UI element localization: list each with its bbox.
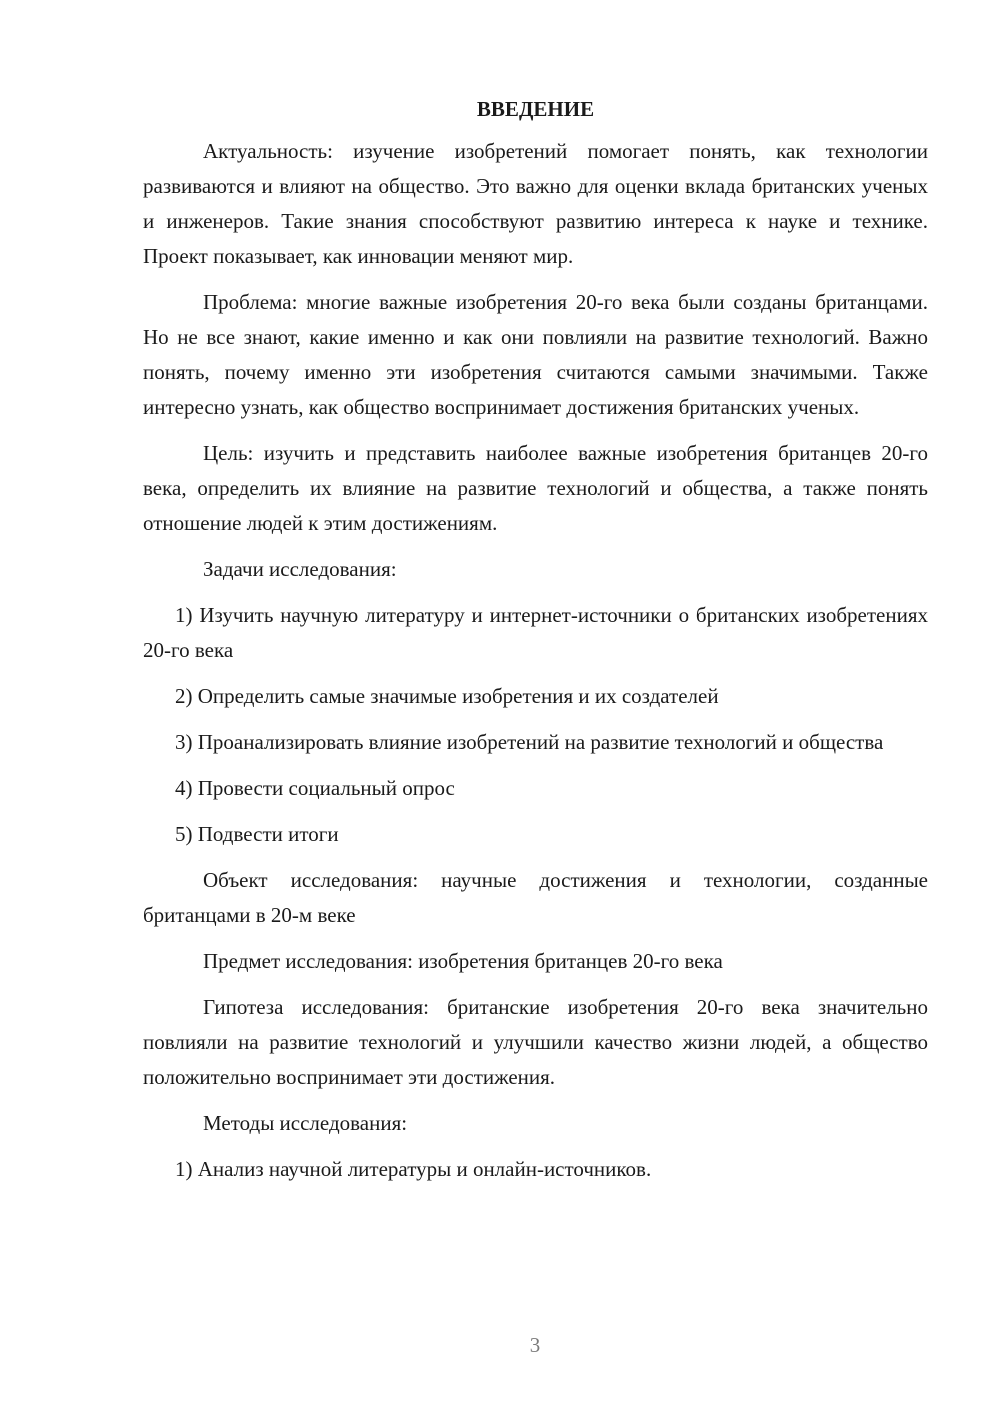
hypothesis-paragraph: Гипотеза исследования: британские изобретения 20-го века значительно повлияли на развитие технологий и улучшили качество жизни людей, а общество положительно воспринимает эти достижения. — [143, 995, 928, 1089]
problem-paragraph: Проблема: многие важные изобретения 20-го века были созданы британцами. Но не все знают, какие именно и как они повлияли на развитие технологий. Важно понять, почему именно эти изобретения считаются самыми значимыми. Также интересно узнать, как общество воспринимает достижения британских ученых. — [143, 290, 928, 419]
page-number: 3 — [529, 1333, 541, 1357]
task-item-3: 3) Проанализировать влияние изобретений на развитие технологий и общества — [175, 730, 884, 754]
object-paragraph: Объект исследования: научные достижения и технологии, созданные британцами в 20-м веке — [143, 868, 928, 927]
method-item-1: 1) Анализ научной литературы и онлайн-источников. — [175, 1157, 652, 1181]
goal-paragraph: Цель: изучить и представить наиболее важные изобретения британцев 20-го века, определить их влияние на развитие технологий и общества, а также понять отношение людей к этим достижениям. — [143, 441, 928, 535]
relevance-paragraph: Актуальность: изучение изобретений помогает понять, как технологии развиваются и влияют на общество. Это важно для оценки вклада британских ученых и инженеров. Такие знания способствуют развитию интереса к науке и технике. Проект показывает, как инновации меняют мир. — [143, 139, 928, 268]
tasks-heading: Задачи исследования: — [203, 557, 397, 581]
subject-paragraph: Предмет исследования: изобретения британцев 20-го века — [203, 949, 723, 973]
task-item-2: 2) Определить самые значимые изобретения и их создателей — [175, 684, 719, 708]
task-item-1: 1) Изучить научную литературу и интернет-источники о британских изобретениях 20-го века — [143, 603, 928, 662]
task-item-4: 4) Провести социальный опрос — [175, 776, 455, 800]
section-title: ВВЕДЕНИЕ — [476, 97, 595, 121]
task-item-5: 5) Подвести итоги — [175, 822, 339, 846]
page-content — [143, 92, 928, 1198]
methods-heading: Методы исследования: — [203, 1111, 408, 1135]
